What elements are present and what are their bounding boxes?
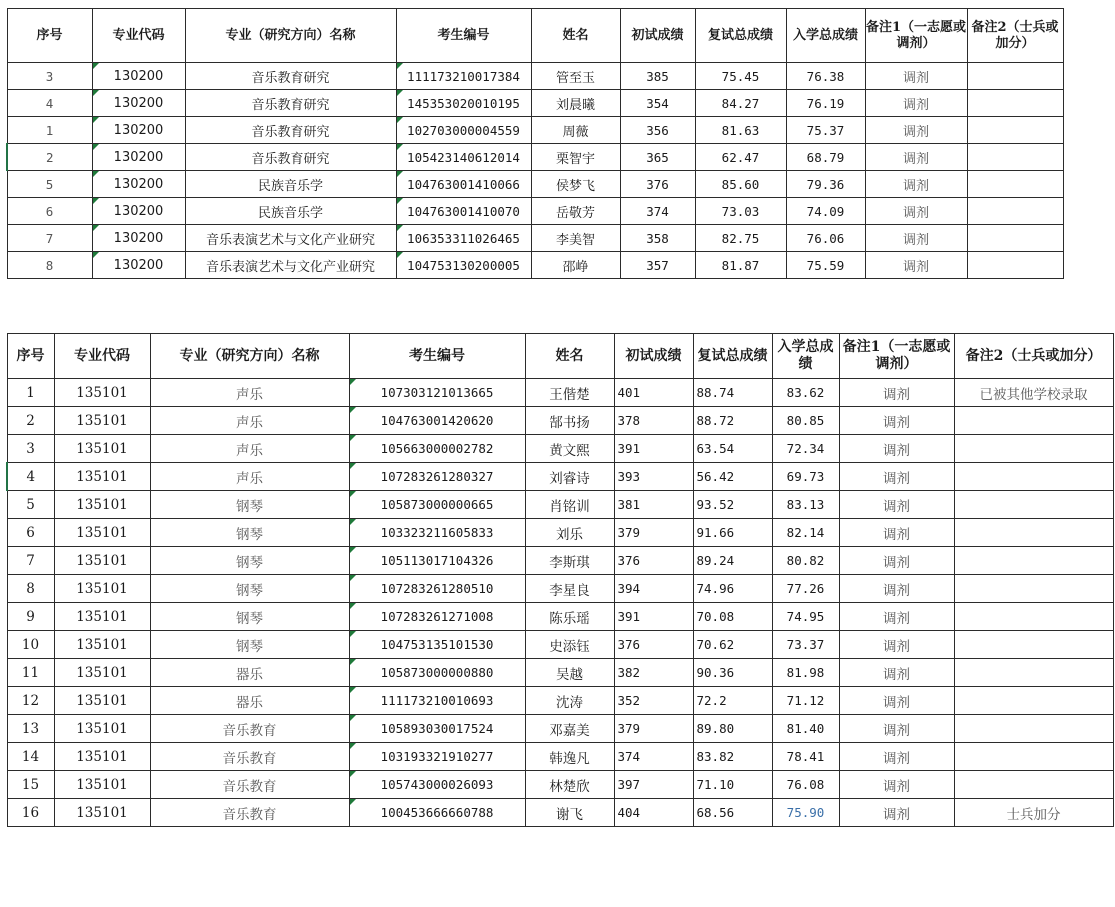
header-total-score: 入学总成绩 [786,9,865,63]
header-prelim-score: 初试成绩 [620,9,695,63]
cell-major-code[interactable]: 135101 [54,659,150,687]
cell-retest-score[interactable]: 89.24 [693,547,772,575]
cell-prelim-score[interactable]: 374 [620,198,695,225]
cell-seq[interactable]: 3 [7,435,54,463]
cell-total-score[interactable]: 75.59 [786,252,865,279]
table-row [7,799,1113,827]
cell-major-code[interactable]: 135101 [54,575,150,603]
cell-total-score[interactable]: 82.14 [772,519,839,547]
cell-major-code[interactable]: 135101 [54,687,150,715]
cell-prelim-score[interactable]: 393 [614,463,693,491]
cell-note2[interactable] [967,252,1063,279]
header-name: 姓名 [531,9,620,63]
cell-seq[interactable]: 14 [7,743,54,771]
cell-retest-score[interactable]: 71.10 [693,771,772,799]
cell-seq[interactable]: 8 [7,575,54,603]
cell-note1[interactable]: 调剂 [839,715,954,743]
cell-seq[interactable]: 1 [7,379,54,407]
cell-retest-score[interactable]: 90.36 [693,659,772,687]
cell-candidate-id[interactable]: 111173210017384 [396,63,531,90]
cell-note1[interactable]: 调剂 [839,407,954,435]
cell-candidate-id[interactable]: 105663000002782 [349,435,525,463]
cell-name[interactable]: 林楚欣 [525,771,614,799]
cell-major-name[interactable]: 音乐表演艺术与文化产业研究 [185,252,396,279]
cell-total-score[interactable]: 69.73 [772,463,839,491]
cell-prelim-score[interactable]: 385 [620,63,695,90]
cell-major-code[interactable]: 135101 [54,435,150,463]
cell-total-score[interactable]: 76.08 [772,771,839,799]
cell-retest-score[interactable]: 56.42 [693,463,772,491]
header-major-name: 专业（研究方向）名称 [185,9,396,63]
cell-major-code[interactable]: 135101 [54,771,150,799]
cell-seq[interactable]: 7 [7,225,92,252]
cell-prelim-score[interactable]: 365 [620,144,695,171]
cell-candidate-id[interactable]: 104763001410070 [396,198,531,225]
cell-total-score[interactable]: 81.40 [772,715,839,743]
table-row [7,171,1063,198]
cell-note1[interactable]: 调剂 [865,252,967,279]
cell-note1[interactable]: 调剂 [839,743,954,771]
cell-total-score[interactable]: 76.19 [786,90,865,117]
cell-candidate-id[interactable]: 107283261271008 [349,603,525,631]
cell-total-score[interactable]: 83.13 [772,491,839,519]
cell-total-score[interactable]: 79.36 [786,171,865,198]
cell-major-code[interactable]: 130200 [92,117,185,144]
cell-total-score[interactable]: 77.26 [772,575,839,603]
cell-total-score[interactable]: 72.34 [772,435,839,463]
cell-prelim-score[interactable]: 376 [620,171,695,198]
cell-major-code[interactable]: 135101 [54,631,150,659]
cell-seq[interactable]: 10 [7,631,54,659]
table-row [7,463,1113,491]
cell-candidate-id[interactable]: 105423140612014 [396,144,531,171]
cell-major-name[interactable]: 音乐教育 [150,771,349,799]
cell-major-name[interactable]: 音乐教育 [150,799,349,827]
cell-note2[interactable] [954,743,1113,771]
cell-major-code[interactable]: 130200 [92,225,185,252]
header-candidate-id: 考生编号 [349,334,525,379]
cell-total-score[interactable]: 75.90 [772,799,839,827]
header-seq: 序号 [7,334,54,379]
cell-candidate-id[interactable]: 105743000026093 [349,771,525,799]
cell-retest-score[interactable]: 63.54 [693,435,772,463]
cell-prelim-score[interactable]: 354 [620,90,695,117]
cell-major-name[interactable]: 音乐教育研究 [185,117,396,144]
cell-prelim-score[interactable]: 357 [620,252,695,279]
cell-name[interactable]: 郜书扬 [525,407,614,435]
cell-name[interactable]: 李星良 [525,575,614,603]
cell-prelim-score[interactable]: 378 [614,407,693,435]
cell-prelim-score[interactable]: 376 [614,631,693,659]
cell-retest-score[interactable]: 88.74 [693,379,772,407]
header-note1: 备注1（一志愿或调剂） [839,334,954,379]
cell-prelim-score[interactable]: 356 [620,117,695,144]
cell-note1[interactable]: 调剂 [839,603,954,631]
cell-total-score[interactable]: 68.79 [786,144,865,171]
cell-major-code[interactable]: 135101 [54,491,150,519]
cell-note2[interactable] [954,519,1113,547]
cell-total-score[interactable]: 74.09 [786,198,865,225]
cell-seq[interactable]: 2 [7,407,54,435]
header-major-code: 专业代码 [54,334,150,379]
cell-total-score[interactable]: 76.06 [786,225,865,252]
cell-seq[interactable]: 1 [7,117,92,144]
cell-note1[interactable]: 调剂 [865,63,967,90]
header-retest-score: 复试总成绩 [695,9,786,63]
cell-candidate-id[interactable]: 104753135101530 [349,631,525,659]
cell-retest-score[interactable]: 68.56 [693,799,772,827]
cell-candidate-id[interactable]: 105893030017524 [349,715,525,743]
cell-prelim-score[interactable]: 391 [614,435,693,463]
cell-note1[interactable]: 调剂 [865,198,967,225]
cell-major-name[interactable]: 钢琴 [150,547,349,575]
cell-retest-score[interactable]: 70.62 [693,631,772,659]
cell-seq[interactable]: 13 [7,715,54,743]
header-note2: 备注2（士兵或加分） [954,334,1113,379]
cell-note2[interactable] [954,407,1113,435]
cell-note2[interactable] [967,225,1063,252]
cell-retest-score[interactable]: 74.96 [693,575,772,603]
table-row [7,659,1113,687]
cell-note1[interactable]: 调剂 [839,379,954,407]
cell-note1[interactable]: 调剂 [839,547,954,575]
cell-retest-score[interactable]: 85.60 [695,171,786,198]
table-row [7,198,1063,225]
cell-name[interactable]: 陈乐瑶 [525,603,614,631]
cell-major-name[interactable]: 民族音乐学 [185,198,396,225]
table-row [7,435,1113,463]
cell-major-code[interactable]: 130200 [92,144,185,171]
header-note2: 备注2（士兵或加分） [967,9,1063,63]
cell-candidate-id[interactable]: 100453666660788 [349,799,525,827]
cell-name[interactable]: 李美智 [531,225,620,252]
table-row [7,63,1063,90]
cell-note1[interactable]: 调剂 [865,144,967,171]
cell-major-code[interactable]: 130200 [92,90,185,117]
cell-name[interactable]: 刘睿诗 [525,463,614,491]
cell-total-score[interactable]: 83.62 [772,379,839,407]
table-row [7,407,1113,435]
cell-note2[interactable] [954,547,1113,575]
cell-seq[interactable]: 3 [7,63,92,90]
cell-prelim-score[interactable]: 379 [614,519,693,547]
cell-name[interactable]: 韩逸凡 [525,743,614,771]
cell-major-name[interactable]: 钢琴 [150,631,349,659]
cell-note2[interactable] [967,198,1063,225]
table-row [7,771,1113,799]
cell-major-code[interactable]: 130200 [92,198,185,225]
cell-major-name[interactable]: 音乐教育研究 [185,144,396,171]
cell-major-name[interactable]: 音乐教育研究 [185,90,396,117]
cell-note1[interactable]: 调剂 [865,171,967,198]
cell-retest-score[interactable]: 72.2 [693,687,772,715]
cell-major-name[interactable]: 钢琴 [150,575,349,603]
cell-major-name[interactable]: 音乐教育 [150,743,349,771]
cell-total-score[interactable]: 73.37 [772,631,839,659]
cell-note2[interactable] [954,715,1113,743]
cell-retest-score[interactable]: 88.72 [693,407,772,435]
cell-note2[interactable] [954,659,1113,687]
cell-candidate-id[interactable]: 104763001410066 [396,171,531,198]
cell-retest-score[interactable]: 93.52 [693,491,772,519]
header-retest-score: 复试总成绩 [693,334,772,379]
cell-major-name[interactable]: 器乐 [150,659,349,687]
cell-candidate-id[interactable]: 104753130200005 [396,252,531,279]
cell-name[interactable]: 吴越 [525,659,614,687]
cell-total-score[interactable]: 71.12 [772,687,839,715]
cell-seq[interactable]: 5 [7,491,54,519]
cell-name[interactable]: 邓嘉美 [525,715,614,743]
table-header-row [7,334,1113,379]
cell-major-name[interactable]: 钢琴 [150,519,349,547]
cell-note2[interactable] [954,603,1113,631]
cell-note2[interactable] [954,491,1113,519]
cell-note2[interactable] [967,171,1063,198]
cell-candidate-id[interactable]: 107283261280327 [349,463,525,491]
cell-note1[interactable]: 调剂 [839,771,954,799]
table-row [7,743,1113,771]
cell-note2[interactable] [954,687,1113,715]
cell-major-name[interactable]: 器乐 [150,687,349,715]
cell-seq[interactable]: 11 [7,659,54,687]
cell-major-code[interactable]: 135101 [54,379,150,407]
cell-prelim-score[interactable]: 374 [614,743,693,771]
cell-seq[interactable]: 2 [7,144,92,171]
header-total-score: 入学总成绩 [772,334,839,379]
header-major-name: 专业（研究方向）名称 [150,334,349,379]
cell-retest-score[interactable]: 91.66 [693,519,772,547]
cell-candidate-id[interactable]: 102703000004559 [396,117,531,144]
cell-seq[interactable]: 6 [7,519,54,547]
cell-note1[interactable]: 调剂 [839,799,954,827]
cell-candidate-id[interactable]: 105113017104326 [349,547,525,575]
cell-note2[interactable] [954,631,1113,659]
cell-note2[interactable] [967,63,1063,90]
cell-note1[interactable]: 调剂 [865,117,967,144]
cell-prelim-score[interactable]: 381 [614,491,693,519]
cell-candidate-id[interactable]: 105873000000880 [349,659,525,687]
cell-retest-score[interactable]: 70.08 [693,603,772,631]
cell-major-name[interactable]: 钢琴 [150,603,349,631]
cell-note2[interactable] [967,90,1063,117]
cell-seq[interactable]: 15 [7,771,54,799]
cell-major-code[interactable]: 130200 [92,252,185,279]
cell-total-score[interactable]: 76.38 [786,63,865,90]
cell-name[interactable]: 王偕楚 [525,379,614,407]
header-major-code: 专业代码 [92,9,185,63]
table-row [7,225,1063,252]
cell-major-name[interactable]: 音乐教育研究 [185,63,396,90]
cell-note1[interactable]: 调剂 [839,435,954,463]
cell-total-score[interactable]: 74.95 [772,603,839,631]
cell-note2[interactable]: 士兵加分 [954,799,1113,827]
cell-prelim-score[interactable]: 404 [614,799,693,827]
cell-total-score[interactable]: 75.37 [786,117,865,144]
cell-note2[interactable] [954,575,1113,603]
cell-major-code[interactable]: 135101 [54,603,150,631]
cell-retest-score[interactable]: 83.82 [693,743,772,771]
cell-major-name[interactable]: 声乐 [150,435,349,463]
cell-prelim-score[interactable]: 379 [614,715,693,743]
table-row [7,90,1063,117]
cell-major-code[interactable]: 135101 [54,463,150,491]
cell-note1[interactable]: 调剂 [865,225,967,252]
cell-candidate-id[interactable]: 104763001420620 [349,407,525,435]
table-row [7,631,1113,659]
admission-table-135101 [6,333,1114,827]
cell-retest-score[interactable]: 82.75 [695,225,786,252]
cell-major-code[interactable]: 130200 [92,171,185,198]
cell-candidate-id[interactable]: 145353020010195 [396,90,531,117]
cell-name[interactable]: 史添钰 [525,631,614,659]
table-row [7,547,1113,575]
cell-name[interactable]: 刘晨曦 [531,90,620,117]
cell-note2[interactable] [967,117,1063,144]
table-row [7,252,1063,279]
cell-major-name[interactable]: 音乐教育 [150,715,349,743]
table-row [7,519,1113,547]
cell-retest-score[interactable]: 89.80 [693,715,772,743]
cell-total-score[interactable]: 78.41 [772,743,839,771]
header-name: 姓名 [525,334,614,379]
cell-major-name[interactable]: 声乐 [150,407,349,435]
cell-retest-score[interactable]: 73.03 [695,198,786,225]
cell-name[interactable]: 刘乐 [525,519,614,547]
cell-note1[interactable]: 调剂 [839,659,954,687]
cell-major-name[interactable]: 音乐表演艺术与文化产业研究 [185,225,396,252]
cell-retest-score[interactable]: 75.45 [695,63,786,90]
cell-name[interactable]: 侯梦飞 [531,171,620,198]
cell-prelim-score[interactable]: 394 [614,575,693,603]
cell-candidate-id[interactable]: 107303121013665 [349,379,525,407]
cell-retest-score[interactable]: 84.27 [695,90,786,117]
cell-name[interactable]: 邵峥 [531,252,620,279]
cell-seq[interactable]: 4 [7,90,92,117]
cell-seq[interactable]: 7 [7,547,54,575]
table-row [7,575,1113,603]
cell-name[interactable]: 管至玉 [531,63,620,90]
cell-note1[interactable]: 调剂 [839,519,954,547]
header-candidate-id: 考生编号 [396,9,531,63]
cell-prelim-score[interactable]: 352 [614,687,693,715]
cell-candidate-id[interactable]: 111173210010693 [349,687,525,715]
cell-total-score[interactable]: 80.85 [772,407,839,435]
cell-prelim-score[interactable]: 358 [620,225,695,252]
cell-seq[interactable]: 16 [7,799,54,827]
table-row [7,687,1113,715]
cell-seq[interactable]: 5 [7,171,92,198]
cell-total-score[interactable]: 80.82 [772,547,839,575]
cell-name[interactable]: 李斯琪 [525,547,614,575]
cell-major-code[interactable]: 135101 [54,547,150,575]
table-body [7,63,1063,279]
cell-note2[interactable] [954,435,1113,463]
cell-note2[interactable]: 已被其他学校录取 [954,379,1113,407]
cell-note2[interactable] [954,771,1113,799]
cell-note1[interactable]: 调剂 [839,575,954,603]
cell-major-code[interactable]: 135101 [54,715,150,743]
cell-prelim-score[interactable]: 397 [614,771,693,799]
table-row [7,117,1063,144]
cell-retest-score[interactable]: 81.87 [695,252,786,279]
cell-candidate-id[interactable]: 107283261280510 [349,575,525,603]
cell-major-code[interactable]: 135101 [54,407,150,435]
cell-name[interactable]: 谢飞 [525,799,614,827]
table-row [7,603,1113,631]
cell-note1[interactable]: 调剂 [839,463,954,491]
cell-name[interactable]: 岳敬芳 [531,198,620,225]
cell-seq[interactable]: 9 [7,603,54,631]
cell-name[interactable]: 沈涛 [525,687,614,715]
header-note1: 备注1（一志愿或调剂） [865,9,967,63]
cell-candidate-id[interactable]: 103193321910277 [349,743,525,771]
table-row [7,379,1113,407]
cell-note1[interactable]: 调剂 [839,631,954,659]
cell-major-name[interactable]: 民族音乐学 [185,171,396,198]
cell-seq[interactable]: 12 [7,687,54,715]
cell-prelim-score[interactable]: 391 [614,603,693,631]
cell-candidate-id[interactable]: 105873000000665 [349,491,525,519]
cell-major-name[interactable]: 声乐 [150,379,349,407]
cell-major-code[interactable]: 135101 [54,519,150,547]
table-row [7,144,1063,171]
table-header-row [7,9,1063,63]
cell-note1[interactable]: 调剂 [839,687,954,715]
table-row [7,491,1113,519]
cell-major-name[interactable]: 钢琴 [150,491,349,519]
cell-seq[interactable]: 6 [7,198,92,225]
cell-prelim-score[interactable]: 382 [614,659,693,687]
cell-major-name[interactable]: 声乐 [150,463,349,491]
cell-prelim-score[interactable]: 401 [614,379,693,407]
cell-retest-score[interactable]: 81.63 [695,117,786,144]
cell-note1[interactable]: 调剂 [865,90,967,117]
cell-note1[interactable]: 调剂 [839,491,954,519]
cell-candidate-id[interactable]: 103323211605833 [349,519,525,547]
cell-candidate-id[interactable]: 106353311026465 [396,225,531,252]
header-prelim-score: 初试成绩 [614,334,693,379]
cell-prelim-score[interactable]: 376 [614,547,693,575]
table-row [7,715,1113,743]
cell-total-score[interactable]: 81.98 [772,659,839,687]
header-seq: 序号 [7,9,92,63]
cell-major-code[interactable]: 135101 [54,743,150,771]
cell-major-code[interactable]: 135101 [54,799,150,827]
cell-retest-score[interactable]: 62.47 [695,144,786,171]
cell-major-code[interactable]: 130200 [92,63,185,90]
cell-seq[interactable]: 8 [7,252,92,279]
cell-note2[interactable] [967,144,1063,171]
cell-seq[interactable]: 4 [7,463,54,491]
admission-table-130200 [6,8,1064,279]
cell-note2[interactable] [954,463,1113,491]
cell-name[interactable]: 黄文熙 [525,435,614,463]
table-body [7,379,1113,827]
cell-name[interactable]: 周薇 [531,117,620,144]
cell-name[interactable]: 肖铭训 [525,491,614,519]
cell-name[interactable]: 栗智宇 [531,144,620,171]
